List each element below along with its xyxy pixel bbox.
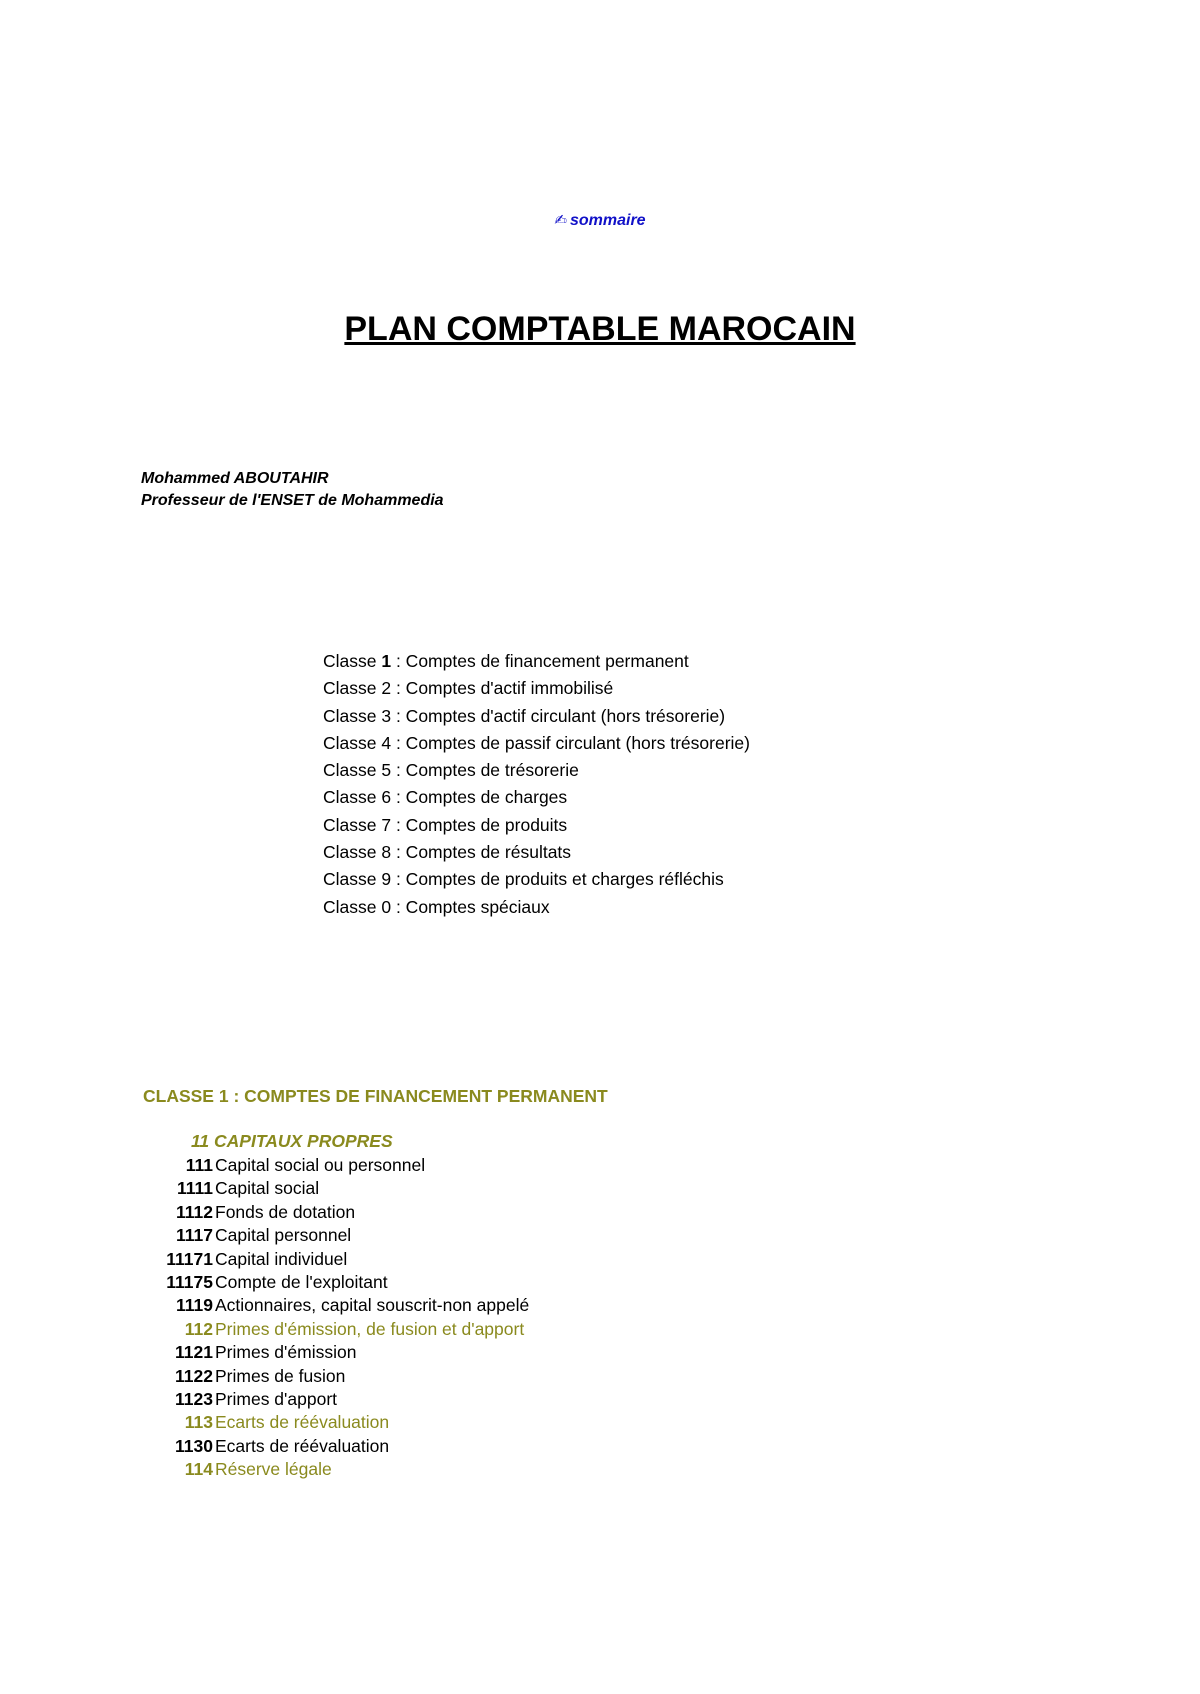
class-prefix: Classe [323, 678, 382, 699]
class-summary-list [323, 648, 750, 921]
class-item[interactable] [323, 757, 750, 784]
class-item[interactable] [323, 784, 750, 811]
account-label: Ecarts de réévaluation [215, 1412, 390, 1433]
author-block [141, 468, 444, 512]
account-code: 11175 [166, 1272, 213, 1293]
account-label: Primes d'émission, de fusion et d'apport [215, 1318, 525, 1339]
class-prefix: Classe [323, 760, 382, 781]
account-row [0, 1435, 529, 1458]
account-label: Primes d'apport [215, 1389, 338, 1410]
account-label: Capital social [215, 1178, 320, 1199]
account-code: 111 [185, 1155, 213, 1175]
account-row [0, 1271, 529, 1294]
account-label: Compte de l'exploitant [215, 1272, 388, 1293]
account-label: Fonds de dotation [215, 1201, 356, 1222]
sommaire-link[interactable] [0, 211, 1200, 230]
account-group-row [0, 1458, 529, 1481]
class-label: : Comptes de charges [391, 787, 568, 808]
class-prefix: Classe [323, 732, 382, 753]
section-heading: CLASSE 1 : COMPTES DE FINANCEMENT PERMANENT [143, 1086, 608, 1106]
accounts-list [0, 1154, 529, 1482]
class-item[interactable] [323, 703, 750, 730]
class-number: 4 [381, 732, 392, 753]
account-label: Capital personnel [215, 1225, 352, 1246]
account-row [0, 1365, 529, 1388]
class-prefix: Classe [323, 842, 382, 863]
class-prefix: Classe [323, 651, 382, 671]
class-label: : Comptes de passif circulant (hors trésorerie) [391, 732, 750, 753]
class-number: 1 [381, 651, 392, 671]
class-item[interactable] [323, 866, 750, 893]
account-code: 114 [184, 1459, 213, 1480]
account-code: 1122 [175, 1365, 213, 1386]
class-item[interactable] [323, 648, 750, 675]
account-row [0, 1341, 529, 1364]
class-number: 3 [381, 705, 392, 726]
class-label: : Comptes spéciaux [391, 896, 550, 917]
account-row [0, 1224, 529, 1247]
class-number: 5 [381, 760, 392, 781]
account-row [0, 1248, 529, 1271]
account-code: 1119 [176, 1295, 213, 1316]
account-label: Primes d'émission [215, 1342, 357, 1363]
class-prefix: Classe [323, 896, 382, 917]
subsection-heading: 11 CAPITAUX PROPRES [191, 1131, 393, 1151]
class-number: 7 [381, 814, 392, 835]
account-group-row [0, 1318, 529, 1341]
account-row [0, 1154, 529, 1177]
account-row [0, 1201, 529, 1224]
class-label: : Comptes d'actif immobilisé [391, 678, 614, 699]
account-row [0, 1388, 529, 1411]
class-label: : Comptes de financement permanent [391, 651, 689, 671]
class-item[interactable] [323, 730, 750, 757]
account-label: Actionnaires, capital souscrit-non appelé [215, 1295, 530, 1316]
class-label: : Comptes de résultats [391, 842, 572, 863]
account-label: Réserve légale [215, 1459, 332, 1480]
account-group-row [0, 1411, 529, 1434]
class-label: : Comptes d'actif circulant (hors trésorerie) [391, 705, 726, 726]
account-code: 11171 [166, 1248, 213, 1269]
account-code: 1112 [176, 1201, 213, 1222]
account-label: Primes de fusion [215, 1365, 346, 1386]
account-row [0, 1294, 529, 1317]
account-code: 1117 [176, 1225, 213, 1246]
class-label: : Comptes de trésorerie [391, 760, 579, 781]
account-label: Ecarts de réévaluation [215, 1435, 390, 1456]
class-prefix: Classe [323, 705, 382, 726]
class-number: 2 [381, 678, 392, 699]
account-label: Capital individuel [215, 1248, 348, 1269]
class-label: : Comptes de produits [391, 814, 568, 835]
class-prefix: Classe [323, 787, 382, 808]
sommaire-label: sommaire [569, 212, 646, 229]
account-code: 1130 [175, 1435, 213, 1456]
class-prefix: Classe [323, 869, 382, 890]
author-role: Professeur de l'ENSET de Mohammedia [141, 492, 444, 509]
class-number: 8 [381, 842, 392, 863]
page-title: PLAN COMPTABLE MAROCAIN [344, 310, 856, 348]
class-number: 6 [381, 787, 392, 808]
account-code: 1121 [175, 1342, 213, 1363]
account-code: 1111 [176, 1178, 213, 1199]
account-code: 113 [184, 1412, 213, 1433]
class-item[interactable] [323, 675, 750, 702]
account-code: 112 [184, 1318, 213, 1339]
class-item[interactable] [323, 894, 750, 921]
class-item[interactable] [323, 812, 750, 839]
class-number: 9 [381, 869, 392, 890]
class-prefix: Classe [323, 814, 382, 835]
class-number: 0 [381, 896, 392, 917]
pen-icon: ✍ [554, 212, 567, 229]
account-row [0, 1177, 529, 1200]
author-name: Mohammed ABOUTAHIR [141, 470, 329, 487]
class-label: : Comptes de produits et charges réfléchis [391, 869, 724, 890]
account-label: Capital social ou personnel [215, 1155, 426, 1175]
account-code: 1123 [175, 1389, 213, 1410]
class-item[interactable] [323, 839, 750, 866]
